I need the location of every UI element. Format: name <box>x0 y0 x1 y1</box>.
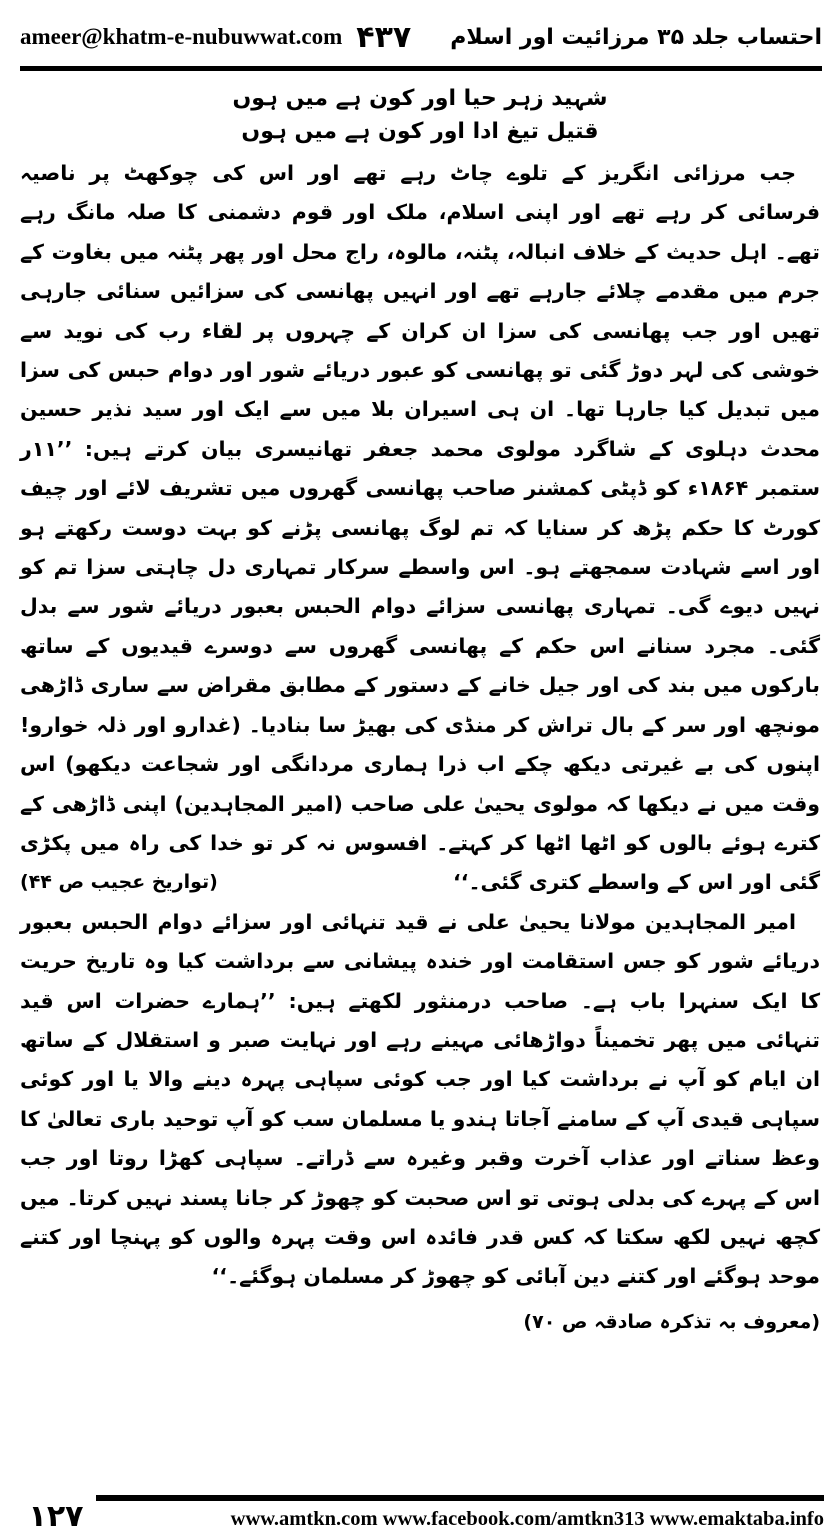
footer-links[interactable]: www.amtkn.com www.facebook.com/amtkn313 www.emaktaba.info <box>230 1507 824 1530</box>
citation-tawarikh-ajib: (تواریخ عجیب ص ۴۴) <box>20 871 218 894</box>
header-left <box>20 20 411 55</box>
header-rule <box>20 66 822 71</box>
citation-tazkira-sadiqa: (معروف بہ تذکرہ صادقہ ص ۷۰) <box>523 1310 820 1333</box>
header-email[interactable]: ameer@khatm-e-nubuwwat.com <box>20 24 343 49</box>
paragraph-2-text: امیر المجاہدین مولانا یحییٰ علی نے قید تنہائی اور سزائے دوام الحبس بعبور دریائے شور کو جس استقامت اور خندہ پیشانی سے برداشت کیا وہ تاریخ حریت کا ایک سنہرا باب ہے۔ صاحب درمنثور لکھتے ہیں: ’’ہمارے حضرات اس قید تنہائی میں پھر تخمیناً دواڑھائی مہینے رہے اور نہایت صبر و استقلال کے ساتھ ان ایام کو آپ نے برداشت کیا اور جب کوئی سپاہی پہرہ دینے والا یا اور کوئی سپاہی قیدی آپ کے سامنے آجاتا ہندو یا مسلمان سب کو آپ توحید باری تعالیٰ کا وعظ سناتے اور عذاب آخرت وقبر وغیرہ سے ڈراتے۔ سپاہی کھڑا روتا اور جب اس کے پہرے کی بدلی ہوتی تو اس صحبت کو چھوڑ کر جانا پسند نہیں کرتا۔ میں کچھ نہیں لکھ سکتا کہ کس قدر فائدہ اس وقت پہرہ والوں کو پہنچا اور کتنے موحد ہوگئے اور کتنے دین آبائی کو چھوڑ کر مسلمان ہوگئے۔‘‘ <box>20 909 820 1289</box>
page-header <box>20 14 822 60</box>
verse-couplet <box>20 82 820 148</box>
header-page-number: ۴۳۷ <box>356 19 412 55</box>
verse-line-2: قتیل تیغ ادا اور کون ہے میں ہوں <box>241 119 599 144</box>
paragraph-1 <box>20 154 820 903</box>
verse-line-1: شہید زہر حیا اور کون ہے میں ہوں <box>232 86 608 111</box>
paragraph-2 <box>20 903 820 1297</box>
page-body <box>20 82 820 1342</box>
paragraph-1-text: جب مرزائی انگریز کے تلوے چاٹ رہے تھے اور اس کی چوکھٹ پر ناصیہ فرسائی کر رہے تھے اور اپنی اسلام، ملک اور قوم دشمنی کا صلہ مانگ رہے تھے۔ اہل حدیث کے خلاف انبالہ، پٹنہ، مالوہ، راج محل اور پھر پٹنہ میں بغاوت کے جرم میں مقدمے چلائے جارہے تھے اور انہیں پھانسی کی سزائیں سنائی جارہی تھیں اور جب پھانسی کی سزا ان کران کے چہروں پر لقاء رب کی نوید سے خوشی کی لہر دوڑ گئی تو پھانسی کو عبور دریائے شور اور دوام حبس کی سزا میں تبدیل کیا جارہا تھا۔ ان ہی اسیران بلا میں سے ایک اور سید نذیر حسین محدث دہلوی کے شاگرد مولوی محمد جعفر تھانیسری بیان کرتے ہیں: ’’۱۱ر ستمبر ۱۸۶۴ء کو ڈپٹی کمشنر صاحب پھانسی گھروں میں تشریف لائے اور چیف کورٹ کا حکم پڑھ کر سنایا کہ تم لوگ پھانسی پڑنے کو بہت دوست رکھتے ہو اور اسے شہادت سمجھتے ہو۔ اس واسطے سرکار تمہاری دل چاہتی سزا تم کو نہیں دیوے گی۔ تمہاری پھانسی سزائے دوام الحبس بعبور دریائے شور سے بدل گئی۔ مجرد سنانے اس حکم کے پھانسی گھروں سے دوسرے قیدیوں کے ساتھ بارکوں میں بند کی اور جیل خانے کے دستور کے مطابق مقراض سے ساری ڈاڑھی مونچھ اور سر کے بال تراش کر منڈی کی بھیڑ سا بنادیا۔ (غدارو اور ذلہ خوارو! اپنوں کی بے غیرتی دیکھ چکے اب ذرا ہماری مردانگی اور شجاعت دیکھو) اس وقت میں نے دیکھا کہ مولوی یحییٰ علی صاحب (امیر المجاہدین) اپنی ڈاڑھی کے کترے ہوئے بالوں کو اٹھا اٹھا کر کہتے۔ افسوس نہ کر تو خدا کی راہ میں پکڑی گئی اور اس کے واسطے کتری گئی۔‘‘ <box>20 161 821 895</box>
page-footer <box>16 1496 824 1536</box>
footer-bar <box>96 1495 824 1537</box>
running-title: احتساب جلد ۳۵ مرزائیت اور اسلام <box>450 24 822 50</box>
footer-page-number: ۱۲۷ <box>28 1498 84 1534</box>
